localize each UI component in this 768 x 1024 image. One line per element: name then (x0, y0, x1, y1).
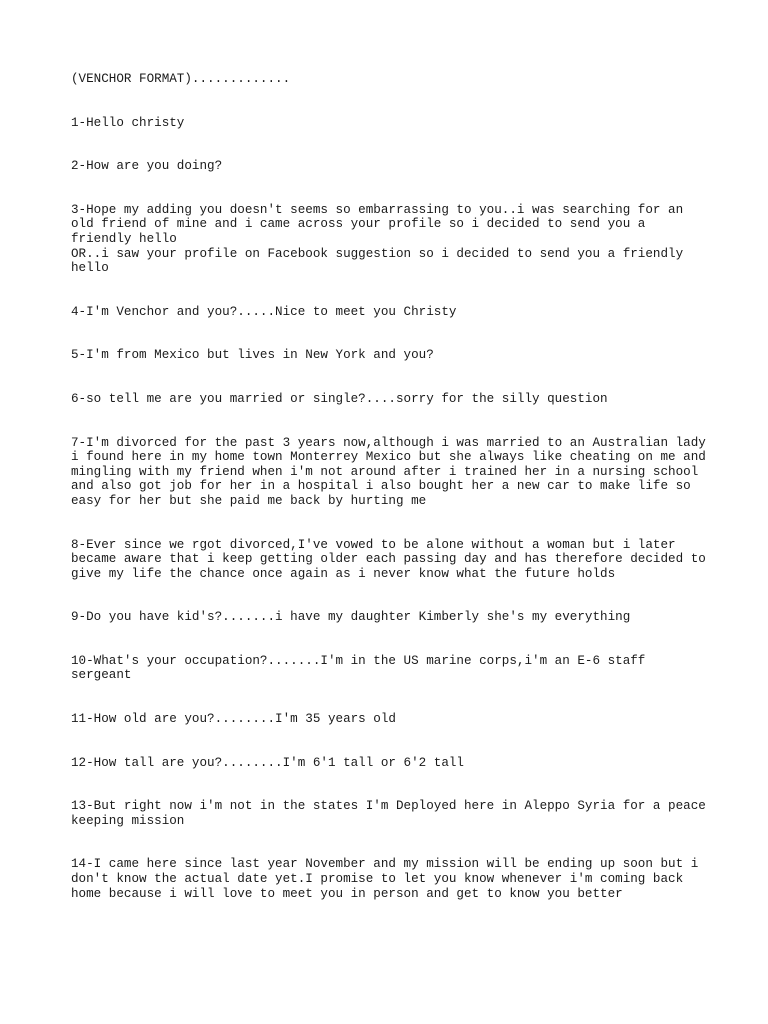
paragraph-5 (71, 348, 711, 363)
paragraph-line: 12-How tall are you?........I'm 6'1 tall or 6'2 tall (71, 755, 464, 770)
document-heading: (VENCHOR FORMAT)............. (71, 72, 291, 86)
paragraph-line: 1-Hello christy (71, 115, 185, 130)
paragraph-1 (71, 116, 711, 131)
paragraph-8 (71, 537, 714, 582)
paragraph-line: 3-Hope my adding you doesn't seems so embarrassing to you..i was searching for an old friend of mine and i came across your profile so i decided to send you a friendly hello (71, 202, 691, 246)
paragraph-line: 5-I'm from Mexico but lives in New York and you? (71, 348, 434, 363)
paragraph-line: 9-Do you have kid's?.......i have my daughter Kimberly she's my everything (71, 610, 631, 625)
paragraph-line: 14-I came here since last year November and my mission will be ending up soon but i don't know the actual date yet.I promise to let you know whenever i'm coming back home because i will love to meet you in person and get to know you better (71, 857, 706, 901)
paragraph-6 (71, 392, 711, 407)
document-page (71, 72, 714, 930)
paragraph-line: 6-so tell me are you married or single?....sorry for the silly question (71, 391, 608, 406)
paragraph-9 (71, 610, 711, 625)
paragraph-line: 2-How are you doing? (71, 159, 223, 174)
paragraph-line: 8-Ever since we rgot divorced,I've vowed to be alone without a woman but i later became aware that i keep getting older each passing day and has therefore decided to give my life the chance once again as i never know what the future holds (71, 537, 714, 581)
paragraph-line-alternative: OR..i saw your profile on Facebook suggestion so i decided to send you a friendly hello (71, 246, 691, 276)
paragraph-11 (71, 712, 711, 727)
paragraph-13 (71, 799, 714, 828)
paragraph-14 (71, 857, 711, 901)
paragraph-line: 11-How old are you?........I'm 35 years old (71, 712, 396, 727)
paragraph-line: 4-I'm Venchor and you?.....Nice to meet you Christy (71, 304, 457, 319)
paragraph-line: 13-But right now i'm not in the states I'm Deployed here in Aleppo Syria for a peace keeping mission (71, 799, 714, 828)
paragraph-line: 10-What's your occupation?.......I'm in the US marine corps,i'm an E-6 staff sergeant (71, 653, 653, 683)
paragraph-2 (71, 159, 711, 174)
paragraph-3 (71, 203, 711, 276)
paragraph-7 (71, 435, 714, 509)
paragraph-4 (71, 305, 711, 320)
paragraph-12 (71, 756, 711, 771)
paragraph-10 (71, 654, 711, 683)
paragraph-line: 7-I'm divorced for the past 3 years now,although i was married to an Australian lady i found here in my home town Monterrey Mexico but she always like cheating on me and mingling with my friend when i'm not around after i trained her in a nursing school and also got job for her in a hospital i also bought her a new car to make life so easy for her but she paid me back by hurting me (71, 435, 714, 508)
